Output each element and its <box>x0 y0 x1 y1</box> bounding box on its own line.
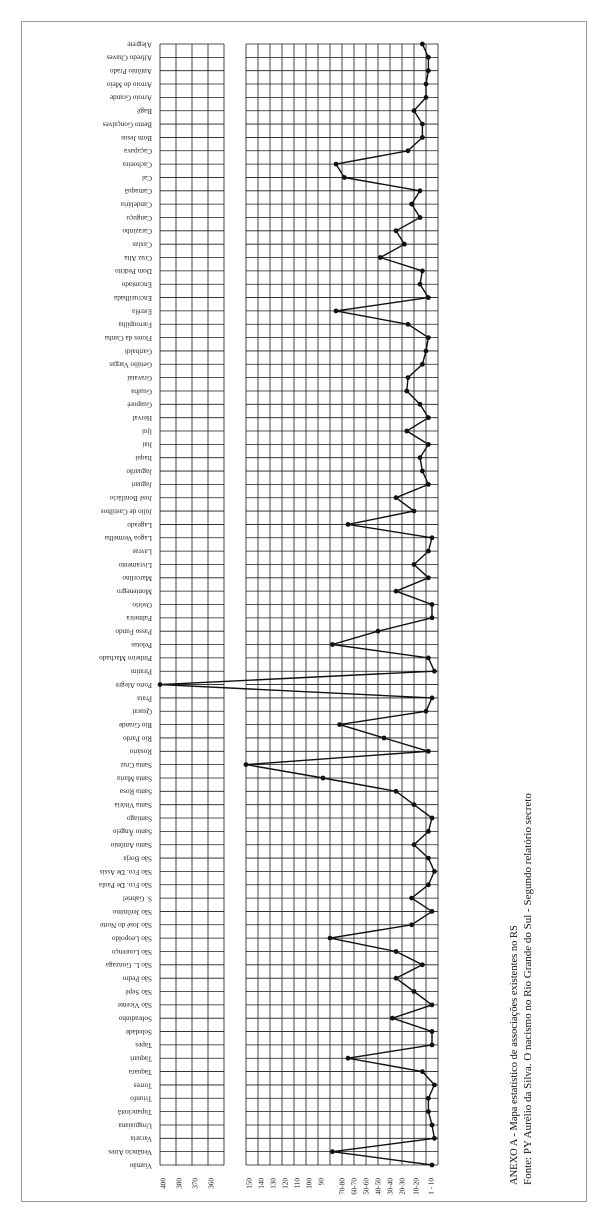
data-point <box>430 535 435 540</box>
data-point <box>430 1003 435 1008</box>
category-label: Herval <box>132 414 152 423</box>
data-point <box>334 162 339 167</box>
data-point <box>412 509 417 514</box>
category-label: Tupanciretã <box>117 1107 152 1116</box>
category-label: Lageado <box>127 520 152 529</box>
category-label: Passo Fundo <box>115 627 152 636</box>
data-point <box>394 789 399 794</box>
data-point <box>424 82 429 87</box>
data-point <box>409 896 414 901</box>
category-label: São L. Gonzaga <box>105 961 152 970</box>
value-tick-label: 50-60 <box>362 1178 371 1195</box>
category-label: Arroio do Meio <box>106 80 152 89</box>
data-point <box>430 816 435 821</box>
value-tick-label: 20-30 <box>398 1178 407 1195</box>
data-point <box>334 309 339 314</box>
value-tick-label: 110 <box>293 1178 302 1189</box>
value-tick-label: 1 - 10 <box>427 1178 436 1195</box>
category-label: Caí <box>142 173 152 182</box>
data-point <box>412 108 417 113</box>
category-label: Alfredo Chaves <box>106 53 152 62</box>
data-point <box>406 375 411 380</box>
category-label: Lavras <box>132 547 152 556</box>
data-point <box>426 1096 431 1101</box>
data-point <box>418 215 423 220</box>
data-point <box>406 148 411 153</box>
data-point <box>426 575 431 580</box>
data-point <box>426 656 431 661</box>
data-point <box>430 1029 435 1034</box>
category-label: Guaporé <box>127 400 152 409</box>
caption-source: Fonte: PY Aurélio da Silva. O nacismo no Rio Grande do Sul - Segundo relatório secreto <box>522 793 534 1185</box>
value-tick-label: 70-80 <box>338 1178 347 1195</box>
data-point <box>432 669 437 674</box>
category-label: Itaí <box>142 440 152 449</box>
data-point <box>430 615 435 620</box>
data-point <box>430 602 435 607</box>
data-point <box>430 1043 435 1048</box>
data-point <box>426 415 431 420</box>
data-point <box>426 482 431 487</box>
category-label: Jaguari <box>131 480 152 489</box>
category-label: São Fco. De Paula <box>98 881 152 890</box>
category-label: Cruz Alta <box>124 253 152 262</box>
data-point <box>430 1123 435 1128</box>
category-label: Soledade <box>125 1027 152 1036</box>
data-point <box>418 455 423 460</box>
category-label: Palmeira <box>126 614 152 623</box>
category-label: Candelária <box>120 200 152 209</box>
category-label: São Vicente <box>117 1001 152 1010</box>
data-point <box>420 269 425 274</box>
category-label: Santa Cruz <box>120 760 152 769</box>
category-label: Osório <box>132 600 152 609</box>
data-point <box>328 936 333 941</box>
category-label: Tapes <box>135 1041 152 1050</box>
value-tick-label: 400 <box>159 1178 168 1189</box>
value-tick-label: 360 <box>207 1178 216 1189</box>
data-point <box>394 495 399 500</box>
data-point <box>376 629 381 634</box>
data-point <box>420 1069 425 1074</box>
data-point <box>426 549 431 554</box>
caption-title: ANEXO A - Mapa estatístico de associações existentes no RS <box>509 925 520 1185</box>
category-label: Carazinho <box>122 227 152 236</box>
data-point <box>404 429 409 434</box>
category-label: Sobradinho <box>118 1014 152 1023</box>
data-point <box>426 55 431 60</box>
category-label: Jaguarão <box>126 467 152 476</box>
data-point <box>412 989 417 994</box>
category-label: Júlio de Castilhos <box>100 507 152 516</box>
category-label: S. Gabriel <box>122 894 152 903</box>
category-label: Prata <box>137 694 152 703</box>
category-label: Guaíba <box>131 387 152 396</box>
category-label: Lagoa Vermelha <box>104 534 152 543</box>
category-label: Dom Pedrito <box>115 267 152 276</box>
data-point <box>432 869 437 874</box>
value-tick-label: 60-70 <box>350 1178 359 1195</box>
category-label: São Lourenço <box>111 947 152 956</box>
data-point <box>394 589 399 594</box>
category-label: Rio Pardo <box>123 734 152 743</box>
category-label: Santiago <box>126 814 152 823</box>
data-point <box>342 175 347 180</box>
category-label: Rosário <box>129 747 152 756</box>
data-point <box>418 282 423 287</box>
data-point <box>420 135 425 140</box>
category-label: Quaraí <box>132 707 152 716</box>
data-point <box>418 188 423 193</box>
category-label: Getúlio Vargas <box>109 360 152 369</box>
value-tick-label: 370 <box>191 1178 200 1189</box>
category-label: São Borja <box>123 854 152 863</box>
category-label: Caçapava <box>124 147 152 156</box>
data-point <box>432 1136 437 1141</box>
data-point <box>426 882 431 887</box>
category-label: Taquara <box>128 1067 152 1076</box>
data-point <box>424 709 429 714</box>
category-label: Viamão <box>129 1161 152 1170</box>
data-point <box>430 1163 435 1168</box>
category-label: Encruzilhada <box>114 293 152 302</box>
category-label: Encantado <box>121 280 152 289</box>
category-label: São Sepé <box>125 987 152 996</box>
category-label: São Pedro <box>122 974 152 983</box>
category-label: Camaquã <box>124 187 152 196</box>
category-label: Estrêla <box>132 307 152 316</box>
category-label: Pinheiro Machado <box>99 654 152 663</box>
data-point <box>402 242 407 247</box>
value-tick-label: 120 <box>281 1178 290 1189</box>
category-label: Porto Alegre <box>115 680 152 689</box>
category-label: Venâncio Aires <box>108 1147 152 1156</box>
category-label: Rio Grande <box>118 720 152 729</box>
category-label: Uruguaiana <box>118 1121 152 1130</box>
data-point <box>394 949 399 954</box>
data-point <box>426 1109 431 1114</box>
category-label: Santa Rosa <box>119 787 152 796</box>
data-point <box>420 42 425 47</box>
data-point <box>426 442 431 447</box>
value-tick-label: 10-20 <box>412 1178 421 1195</box>
category-label: Antônio Prado <box>109 67 152 76</box>
value-tick-label: 40-50 <box>374 1178 383 1195</box>
category-label: Alegrete <box>127 40 152 49</box>
data-point <box>424 95 429 100</box>
data-point <box>426 295 431 300</box>
data-point <box>418 402 423 407</box>
data-point <box>337 722 342 727</box>
category-label: São Fco. De Assis <box>99 867 152 876</box>
category-label: Farroupilha <box>118 320 152 329</box>
data-point <box>420 362 425 367</box>
data-point <box>412 562 417 567</box>
value-tick-label: 380 <box>175 1178 184 1189</box>
value-tick-label: 90 <box>317 1178 326 1186</box>
category-label: Torres <box>133 1081 152 1090</box>
category-label: Santo Antônio <box>110 841 152 850</box>
category-label: São José do Norte <box>99 921 152 930</box>
category-label: Santa Vitória <box>114 801 152 810</box>
data-point <box>382 736 387 741</box>
category-label: Santa Maria <box>117 774 152 783</box>
data-point <box>321 776 326 781</box>
data-point <box>330 642 335 647</box>
data-point <box>420 469 425 474</box>
category-label: Triunfo <box>130 1094 152 1103</box>
category-label: Canguçu <box>126 213 152 222</box>
value-tick-label: 30-40 <box>386 1178 395 1195</box>
data-point <box>346 1056 351 1061</box>
data-point <box>426 68 431 73</box>
data-point <box>394 976 399 981</box>
category-label: Caxias <box>132 240 152 249</box>
category-label: Bagé <box>137 107 152 116</box>
category-label: José Bonifácio <box>109 494 152 503</box>
data-point <box>158 682 163 687</box>
data-point <box>390 1016 395 1021</box>
data-point <box>346 522 351 527</box>
data-point <box>426 335 431 340</box>
data-point <box>378 255 383 260</box>
data-point <box>412 802 417 807</box>
value-tick-label: 150 <box>245 1178 254 1189</box>
category-label: Livramento <box>118 560 152 569</box>
category-label: Arroio Grande <box>109 93 152 102</box>
category-label: Montenegro <box>116 587 152 596</box>
data-point <box>420 962 425 967</box>
category-label: Flores da Cunha <box>104 333 152 342</box>
value-tick-label: 100 <box>305 1178 314 1189</box>
value-tick-label: 130 <box>269 1178 278 1189</box>
category-label: Piratini <box>130 667 152 676</box>
data-point <box>330 1149 335 1154</box>
category-label: Garibaldi <box>124 347 152 356</box>
data-point <box>432 1083 437 1088</box>
data-point <box>426 749 431 754</box>
figure-caption <box>508 505 588 1185</box>
data-point <box>426 856 431 861</box>
data-point <box>394 228 399 233</box>
category-label: Cachoeira <box>122 160 152 169</box>
category-label: São Jerônimo <box>112 907 152 916</box>
data-point <box>424 349 429 354</box>
data-point <box>409 202 414 207</box>
category-label: São Leopoldo <box>111 934 152 943</box>
category-label: Itaqui <box>135 454 152 463</box>
data-point <box>404 389 409 394</box>
data-point <box>426 829 431 834</box>
category-label: Taquari <box>130 1054 152 1063</box>
category-label: Bento Gonçalves <box>102 120 152 129</box>
category-label: Gravataí <box>127 373 152 382</box>
data-point <box>244 762 249 767</box>
data-point <box>412 842 417 847</box>
data-point <box>430 909 435 914</box>
category-label: Ijuí <box>142 427 152 436</box>
category-label: Marcelino <box>122 574 152 583</box>
category-label: Pelotas <box>131 640 152 649</box>
data-point <box>430 696 435 701</box>
data-point <box>409 922 414 927</box>
category-label: Vacaria <box>130 1134 152 1143</box>
value-tick-label: 140 <box>257 1178 266 1189</box>
category-label: Santo Ângelo <box>112 827 152 836</box>
data-point <box>420 122 425 127</box>
category-label: Bom Jesus <box>121 133 152 142</box>
data-point <box>406 322 411 327</box>
